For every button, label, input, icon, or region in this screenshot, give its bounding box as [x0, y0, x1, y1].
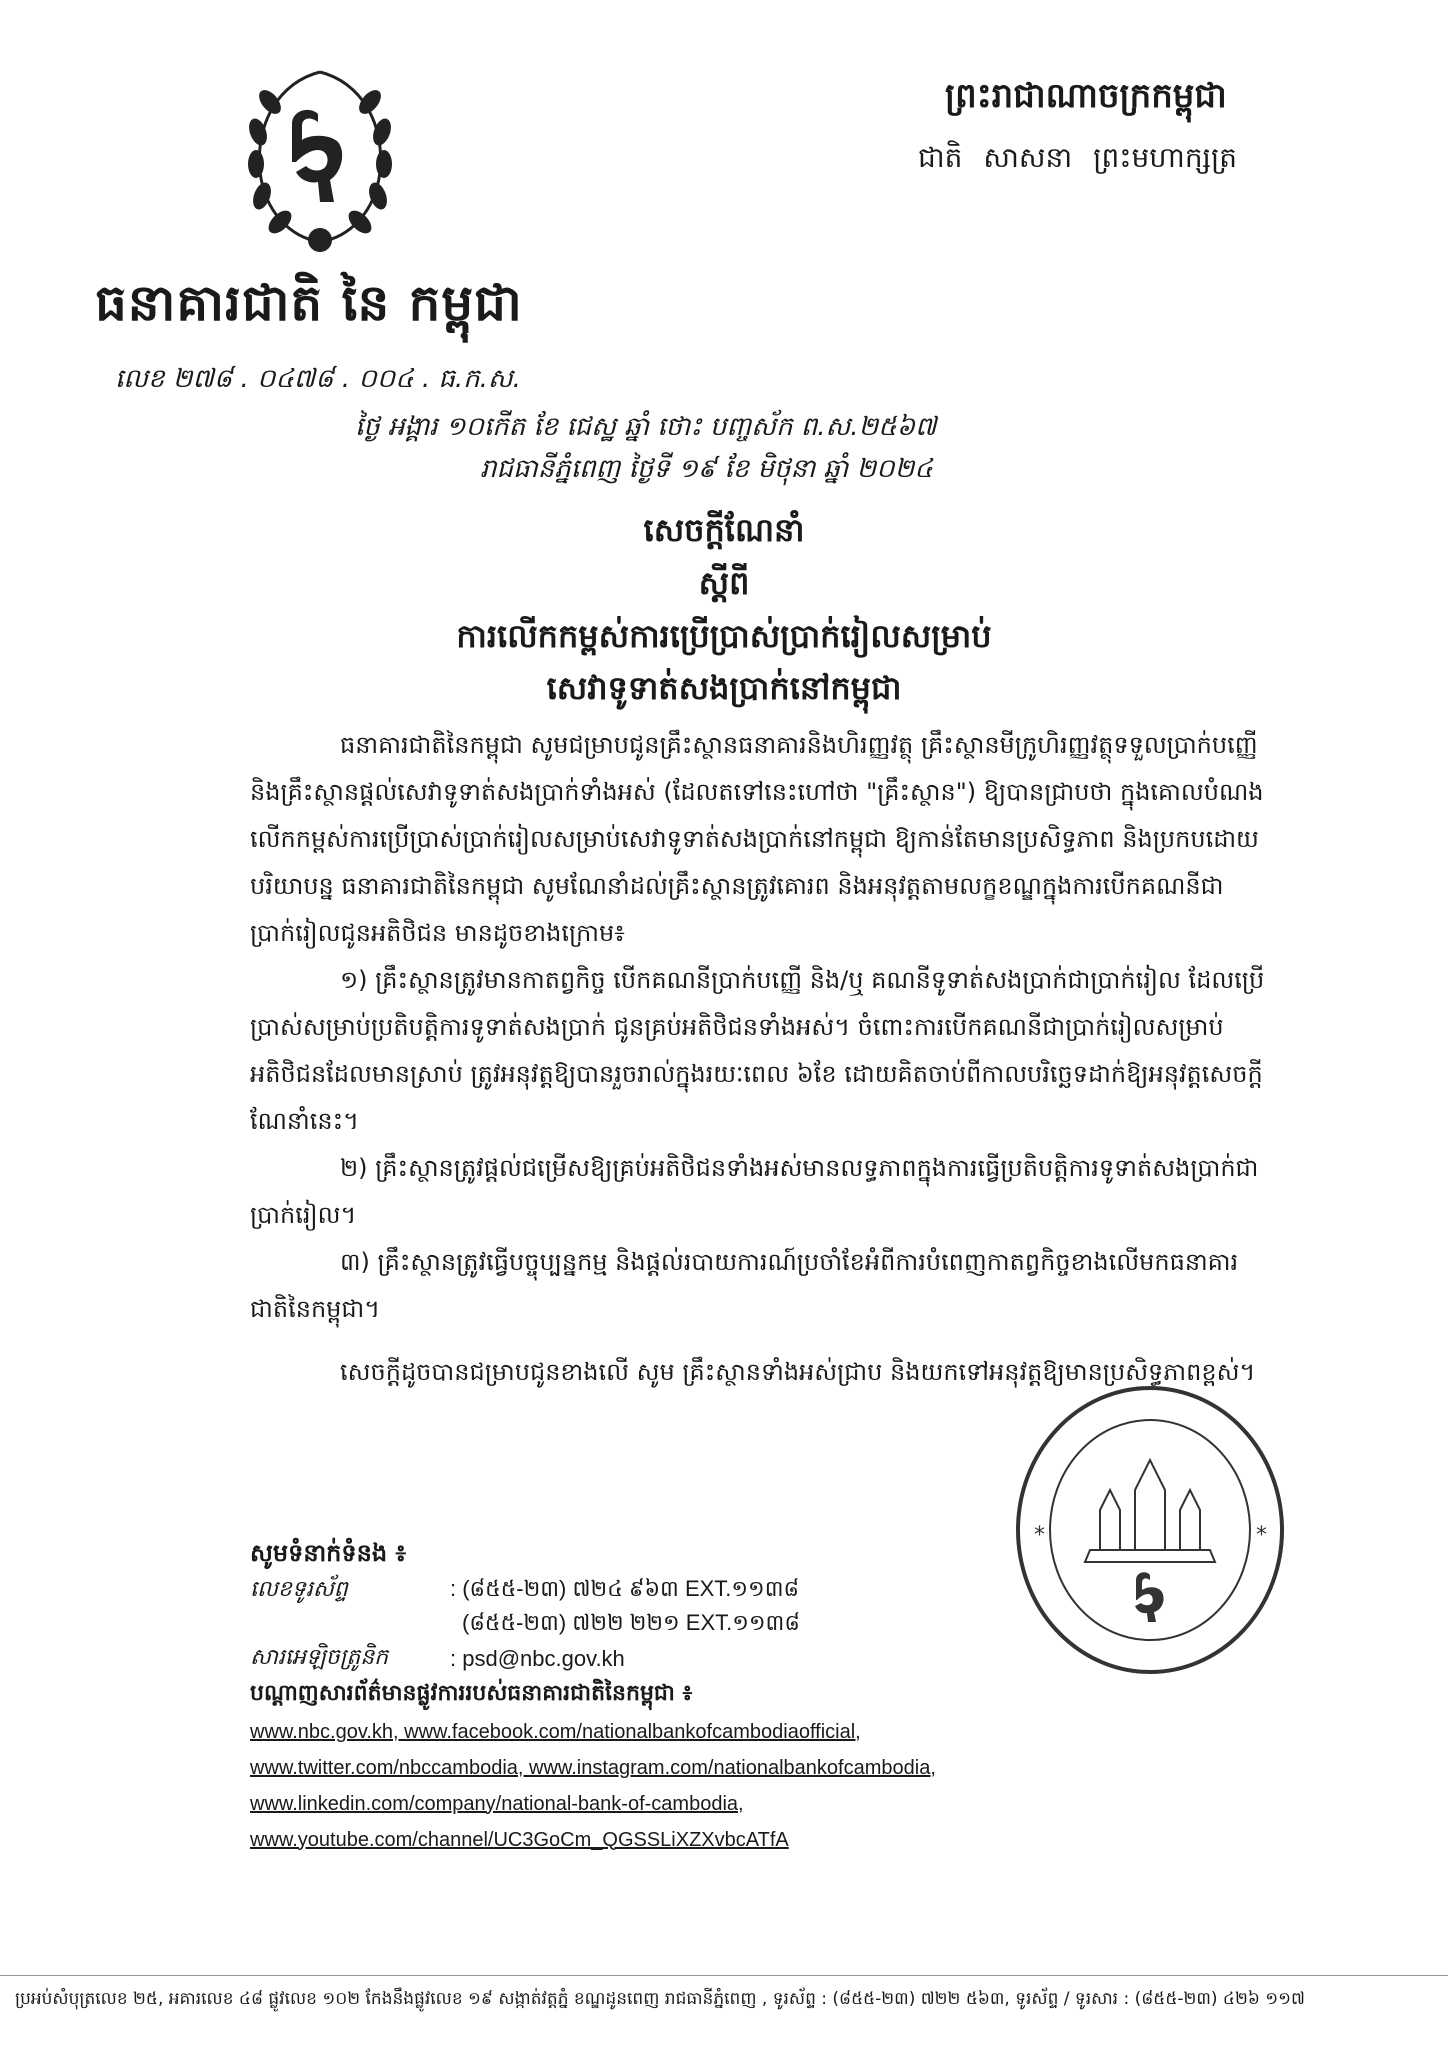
phone-label: លេខទូរស័ព្ទ [250, 1577, 348, 1602]
phone-row-1 [250, 1574, 1150, 1608]
document-subject-line-1: ការលើកកម្ពស់ការប្រើប្រាស់ប្រាក់រៀលសម្រាប់ [456, 617, 992, 655]
link-line-1[interactable]: www.nbc.gov.kh, www.facebook.com/nationalbankofcambodiaofficial, [250, 1720, 861, 1743]
item-1: ១) គ្រឹះស្ថានត្រូវមានកាតព្វកិច្ច បើកគណនីប្រាក់បញ្ញើ និង/ឬ គណនីទូទាត់សងប្រាក់ជាប្រាក់រៀល ដែលប្រើប្រាស់សម្រាប់ប្រតិបត្តិការទូទាត់សងប្រាក់ ជូនគ្រប់អតិថិជនទាំងអស់។ ចំពោះការបើកគណនីជាប្រាក់រៀលសម្រាប់អតិថិជនដែលមានស្រាប់ ត្រូវអនុវត្តឱ្យបានរួចរាល់ក្នុងរយៈពេល ៦ខែ ដោយគិតចាប់ពីកាលបរិច្ឆេទដាក់ឱ្យអនុវត្តសេចក្ដីណែនាំនេះ។ [250, 966, 1265, 1135]
svg-text:*: * [1256, 1523, 1267, 1548]
link-line-3[interactable]: www.linkedin.com/company/national-bank-of-cambodia, [250, 1792, 744, 1815]
nbc-emblem-icon [230, 62, 410, 262]
national-motto: ជាតិ សាសនា ព្រះមហាក្សត្រ [918, 141, 1238, 174]
link-line-2[interactable]: www.twitter.com/nbccambodia, www.instagram.com/nationalbankofcambodia, [250, 1756, 936, 1779]
email-address[interactable]: : psd@nbc.gov.kh [450, 1646, 625, 1671]
lunar-date: ថ្ងៃ អង្គារ ១០កើត ខែ ជេស្ឋ ឆ្នាំ ថោះ បញ្ចស័ក ព.ស.២៥៦៧ [355, 412, 937, 442]
phone-number-1: : (៨៥៥-២៣) ៧២៤ ៩៦៣ EXT.១១៣៨ [450, 1576, 800, 1601]
document-subject-label: ស្ដីពី [698, 564, 750, 602]
footer-divider [0, 1975, 1448, 1976]
intro-paragraph: ធនាគារជាតិនៃកម្ពុជា សូមជម្រាបជូនគ្រឹះស្ថានធនាគារនិងហិរញ្ញវត្ថុ គ្រឹះស្ថានមីក្រូហិរញ្ញវត្ថុទទួលប្រាក់បញ្ញើ និងគ្រឹះស្ថានផ្ដល់សេវាទូទាត់សងប្រាក់ទាំងអស់ (ដែលតទៅនេះហៅថា "គ្រឹះស្ថាន") ឱ្យបានជ្រាបថា ក្នុងគោលបំណងលើកកម្ពស់ការប្រើប្រាស់ប្រាក់រៀលសម្រាប់សេវាទូទាត់សងប្រាក់នៅកម្ពុជា ឱ្យកាន់តែមានប្រសិទ្ធភាព និងប្រកបដោយបរិយាបន្ន ធនាគារជាតិនៃកម្ពុជា សូមណែនាំដល់គ្រឹះស្ថានត្រូវគោរព និងអនុវត្តតាមលក្ខខណ្ឌក្នុងការបើកគណនីជាប្រាក់រៀលជូនអតិថិជន មានដូចខាងក្រោម៖ [250, 731, 1264, 947]
contact-heading: សូមទំនាក់ទំនង ៖ [250, 1539, 407, 1567]
document-body [250, 722, 1270, 1396]
phone-row-2 [250, 1608, 1150, 1642]
contact-block [250, 1538, 1150, 1858]
email-label: សារអេឡិចត្រូនិក [250, 1645, 389, 1670]
footer-address: ប្រអប់សំបុត្រលេខ ២៥, អគារលេខ ៤៨ ផ្លូវលេខ ១០២ កែងនឹងផ្លូវលេខ ១៩ សង្កាត់វត្តភ្នំ ខណ្ឌដូនពេញ រាជធានីភ្នំពេញ , ទូរស័ព្ទ : (៨៥៥-២៣) ៧២២ ៥៦៣, ទូរស័ព្ទ / ទូរសារ : (៨៥៥-២៣) ៤២៦ ១១៧ [15, 1989, 1305, 2009]
email-row [250, 1642, 1150, 1676]
closing-paragraph: សេចក្ដីដូចបានជម្រាបជូនខាងលើ សូម គ្រឹះស្ថានទាំងអស់ជ្រាប និងយកទៅអនុវត្តឱ្យមានប្រសិទ្ធភាពខ្ពស់។ [340, 1358, 1256, 1386]
document-subject-line-2: សេវាទូទាត់សងប្រាក់នៅកម្ពុជា [546, 669, 902, 707]
solar-date: រាជធានីភ្នំពេញ ថ្ងៃទី ១៩ ខែ មិថុនា ឆ្នាំ ២០២៤ [480, 454, 933, 484]
item-3: ៣) គ្រឹះស្ថានត្រូវធ្វើបច្ចុប្បន្នកម្ម និងផ្ដល់របាយការណ៍ប្រចាំខែអំពីការបំពេញកាតព្វកិច្ចខាងលើមកធនាគារជាតិនៃកម្ពុជា។ [250, 1248, 1239, 1323]
reference-number: លេខ ២៧៨ . ០៤៧៨ . ០០៤ . ធ.ក.ស. [115, 364, 521, 394]
official-channels-heading: បណ្ដាញសារព័ត៌មានផ្លូវការរបស់ធនាគារជាតិនៃកម្ពុជា ៖ [250, 1681, 693, 1706]
link-line-4[interactable]: www.youtube.com/channel/UC3GoCm_QGSSLiXZXvbcATfA [250, 1828, 789, 1851]
item-2: ២) គ្រឹះស្ថានត្រូវផ្ដល់ជម្រើសឱ្យគ្រប់អតិថិជនទាំងអស់មានលទ្ធភាពក្នុងការធ្វើប្រតិបត្តិការទូទាត់សងប្រាក់ជាប្រាក់រៀល។ [250, 1154, 1259, 1229]
kingdom-title: ព្រះរាជាណាចក្រកម្ពុជា [945, 76, 1227, 116]
bank-name: ធនាគារជាតិ នៃ កម្ពុជា [95, 274, 523, 332]
document-type: សេចក្ដីណែនាំ [643, 511, 805, 549]
svg-text:*: * [1034, 1523, 1045, 1548]
phone-number-2: (៨៥៥-២៣) ៧២២ ២២១ EXT.១១៣៨ [462, 1610, 800, 1635]
